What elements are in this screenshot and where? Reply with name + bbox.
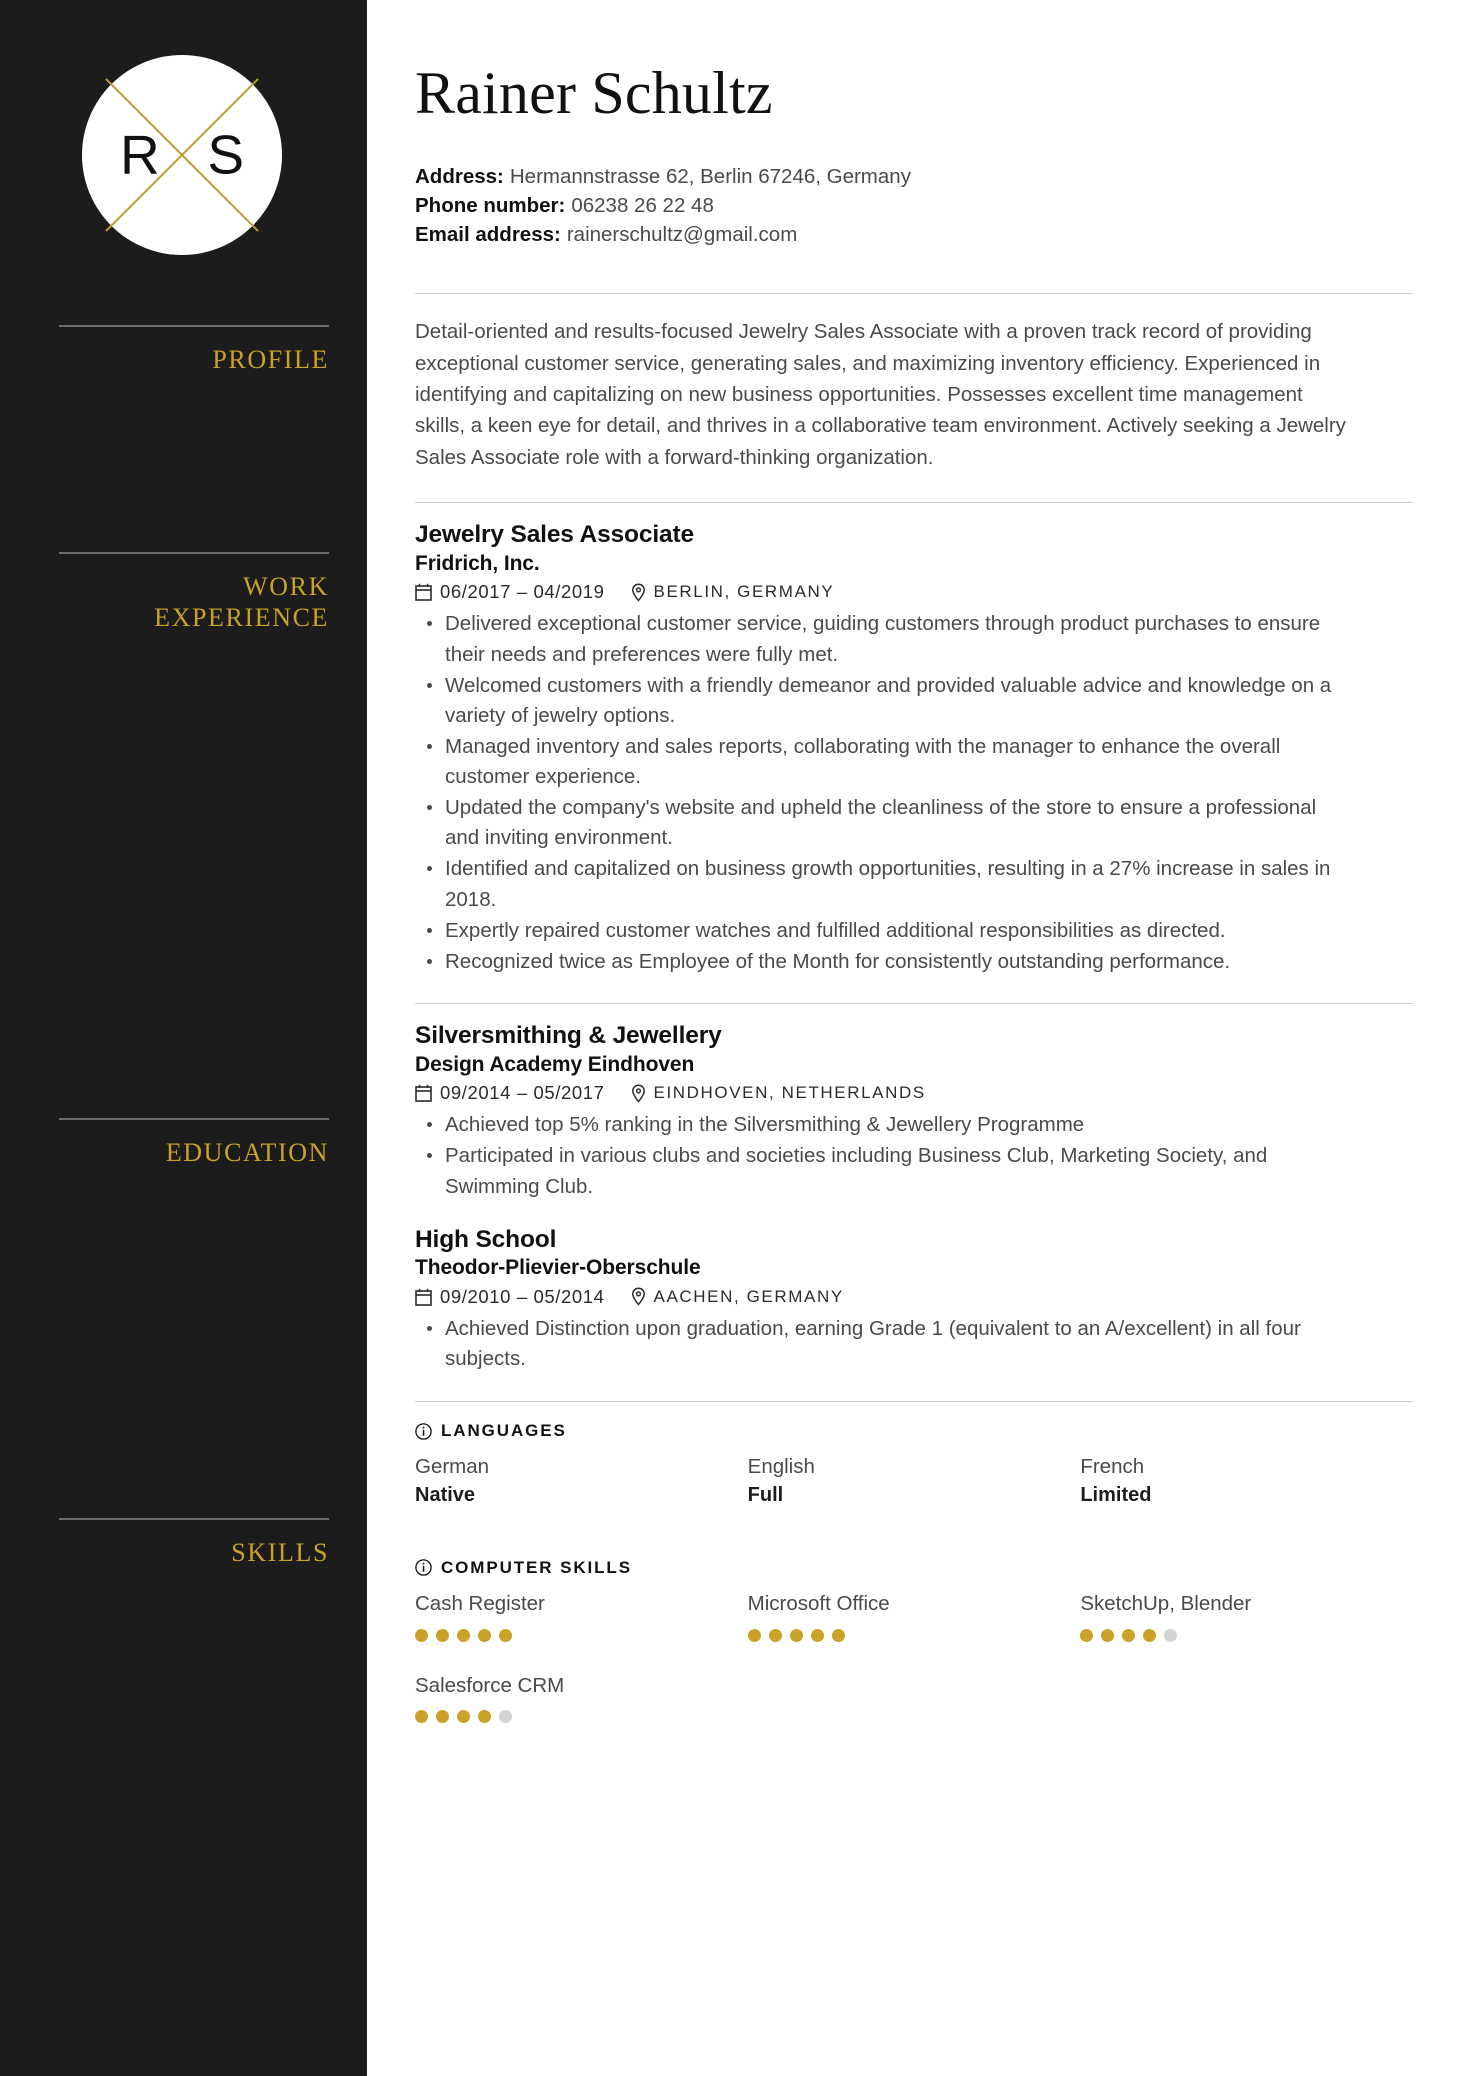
list-item: Welcomed customers with a friendly demeanor and provided valuable advice and knowledge on a variety of jewelry options.	[415, 671, 1345, 731]
sidebar-label-skills: SKILLS	[231, 1538, 329, 1567]
language-name: German	[415, 1455, 490, 1479]
education-dates: 09/2010 – 05/2014	[440, 1285, 605, 1307]
work-company: Fridrich, Inc.	[415, 551, 540, 575]
profile-summary: Detail-oriented and results-focused Jewelry Sales Associate with a proven track record of providing exceptional customer service, generating sales, and maximizing inventory efficiency. Experienced in identifying and capitalizing on new business opportunities. Possesses excellent time management skills, a keen eye for detail, and thrives in a collaborative team environment. Actively seeking a Jewelry Sales Associate role with a forward-thinking organization.	[415, 320, 1346, 469]
sidebar-divider	[59, 325, 329, 327]
language-level: Native	[415, 1483, 476, 1506]
skill-dot-filled	[1101, 1629, 1114, 1642]
skill-dot-filled	[1143, 1629, 1156, 1642]
languages-block	[415, 1421, 1413, 1509]
skill-dot-filled	[457, 1710, 470, 1723]
computer-skill-name: Microsoft Office	[747, 1591, 890, 1615]
work-bullet-list	[415, 609, 1413, 977]
sidebar-label-work: WORK	[243, 572, 329, 601]
skill-rating-dots	[415, 1629, 728, 1642]
skill-rating-dots	[415, 1710, 728, 1723]
logo-initial-right: S	[207, 123, 244, 186]
language-item	[415, 1453, 748, 1509]
skill-dot-filled	[457, 1629, 470, 1642]
contact-phone-value: 06238 26 22 48	[571, 194, 714, 218]
skill-dot-filled	[478, 1629, 491, 1642]
skill-dot-filled	[436, 1710, 449, 1723]
list-item: Updated the company's website and upheld the cleanliness of the store to ensure a professional and inviting environment.	[415, 793, 1345, 853]
education-bullet-list	[415, 1110, 1413, 1201]
section-divider-skills	[415, 1401, 1413, 1402]
contact-email	[415, 220, 1413, 249]
sidebar	[0, 0, 367, 2076]
list-item: Delivered exceptional customer service, guiding customers through product purchases to ensure their needs and preferences were fully met.	[415, 609, 1345, 669]
skill-dot-filled	[436, 1629, 449, 1642]
languages-heading-row	[415, 1421, 1413, 1441]
computer-skill-placeholder	[748, 1672, 1081, 1724]
education-school: Design Academy Eindhoven	[415, 1052, 695, 1076]
computer-skills-heading-row	[415, 1558, 1413, 1578]
sidebar-label-education: EDUCATION	[165, 1138, 329, 1167]
computer-skill-item	[415, 1672, 748, 1724]
computer-skill-item	[1080, 1590, 1413, 1642]
sidebar-section-work-experience	[59, 552, 329, 633]
list-item: Achieved Distinction upon graduation, earning Grade 1 (equivalent to an A/excellent) in all four subjects.	[415, 1314, 1345, 1374]
logo-circle	[82, 55, 282, 255]
list-item: Participated in various clubs and societies including Business Club, Marketing Society, and Swimming Club.	[415, 1141, 1345, 1201]
education-entry	[415, 1021, 1413, 1202]
contact-address-value: Hermannstrasse 62, Berlin 67246, Germany	[509, 165, 911, 188]
languages-grid	[415, 1453, 1413, 1509]
skill-dot-filled	[832, 1629, 845, 1642]
section-divider-education	[415, 1003, 1413, 1004]
language-level: Limited	[1080, 1483, 1152, 1506]
skill-dot-filled	[1122, 1629, 1135, 1642]
page-title: Rainer Schultz	[415, 60, 773, 126]
languages-heading: LANGUAGES	[441, 1421, 567, 1441]
education-meta-row	[415, 1082, 1413, 1104]
contact-phone-label: Phone number:	[415, 194, 566, 218]
skill-dot-filled	[499, 1629, 512, 1642]
language-item	[1080, 1453, 1413, 1509]
computer-skill-item	[415, 1590, 748, 1642]
computer-skill-name: Cash Register	[415, 1591, 545, 1615]
skill-dot-filled	[769, 1629, 782, 1642]
contact-address-label: Address:	[415, 165, 504, 188]
calendar-icon	[415, 1084, 432, 1102]
work-meta-row	[415, 581, 1413, 603]
list-item: Expertly repaired customer watches and fulfilled additional responsibilities as directed.	[415, 916, 1345, 946]
computer-skills-block	[415, 1558, 1413, 1723]
computer-skills-grid-row-2	[415, 1672, 1413, 1724]
work-location: BERLIN, GERMANY	[653, 582, 835, 602]
work-job-title: Jewelry Sales Associate	[415, 521, 694, 549]
education-school: Theodor-Plievier-Oberschule	[415, 1256, 701, 1280]
skill-dot-filled	[790, 1629, 803, 1642]
skill-dot-filled	[478, 1710, 491, 1723]
skill-rating-dots	[748, 1629, 1061, 1642]
location-pin-icon	[631, 583, 646, 602]
education-meta-row	[415, 1286, 1413, 1308]
sidebar-label-profile: PROFILE	[212, 345, 329, 374]
info-circle-icon	[415, 1559, 432, 1576]
sidebar-section-education	[59, 1118, 329, 1169]
contact-address	[415, 162, 1413, 191]
list-item: Recognized twice as Employee of the Month for consistently outstanding performance.	[415, 947, 1345, 977]
work-dates: 06/2017 – 04/2019	[440, 581, 605, 603]
computer-skill-name: Salesforce CRM	[415, 1673, 565, 1697]
language-item	[748, 1453, 1081, 1509]
section-divider-profile	[415, 293, 1413, 294]
education-bullet-list	[415, 1314, 1413, 1374]
list-item: Identified and capitalized on business growth opportunities, resulting in a 27% increase in sales in 2018.	[415, 854, 1345, 914]
work-entry	[415, 520, 1413, 977]
education-location: AACHEN, GERMANY	[653, 1286, 844, 1306]
location-pin-icon	[631, 1084, 646, 1103]
education-entry	[415, 1225, 1413, 1375]
info-circle-icon	[415, 1423, 432, 1440]
computer-skills-grid-row-1	[415, 1590, 1413, 1642]
contact-email-label: Email address:	[415, 223, 561, 247]
skill-dot-filled	[748, 1629, 761, 1642]
computer-skill-placeholder	[1080, 1672, 1413, 1724]
language-name: English	[747, 1455, 815, 1479]
contact-phone	[415, 191, 1413, 220]
sidebar-section-profile	[59, 325, 329, 376]
main-content	[367, 0, 1468, 2076]
list-item: Achieved top 5% ranking in the Silversmithing & Jewellery Programme	[415, 1110, 1345, 1140]
education-dates: 09/2014 – 05/2017	[440, 1082, 605, 1104]
sidebar-divider	[59, 552, 329, 554]
logo-initial-left: R	[120, 123, 160, 186]
language-level: Full	[747, 1483, 784, 1506]
sidebar-divider	[59, 1118, 329, 1120]
skill-dot-filled	[415, 1629, 428, 1642]
sidebar-label-experience: EXPERIENCE	[154, 602, 329, 632]
language-name: French	[1080, 1455, 1145, 1479]
calendar-icon	[415, 1288, 432, 1306]
skill-rating-dots	[1080, 1629, 1393, 1642]
education-program: High School	[415, 1225, 557, 1253]
skill-dot-filled	[1080, 1629, 1093, 1642]
skill-dot-filled	[415, 1710, 428, 1723]
computer-skill-item	[748, 1590, 1081, 1642]
skill-dot-empty	[499, 1710, 512, 1723]
contact-block	[415, 162, 1413, 249]
sidebar-section-skills	[59, 1518, 329, 1569]
location-pin-icon	[631, 1287, 646, 1306]
logo-x-icon	[82, 55, 282, 255]
monogram-logo	[82, 55, 282, 255]
list-item: Managed inventory and sales reports, collaborating with the manager to enhance the overall customer experience.	[415, 732, 1345, 792]
calendar-icon	[415, 583, 432, 601]
education-program: Silversmithing & Jewellery	[415, 1021, 722, 1049]
sidebar-divider	[59, 1518, 329, 1520]
computer-skills-heading: COMPUTER SKILLS	[441, 1557, 632, 1577]
skill-dot-empty	[1164, 1629, 1177, 1642]
section-divider-work	[415, 502, 1413, 503]
skill-dot-filled	[811, 1629, 824, 1642]
contact-email-value[interactable]: rainerschultz@gmail.com	[566, 223, 798, 247]
education-location: EINDHOVEN, NETHERLANDS	[653, 1083, 926, 1103]
computer-skill-name: SketchUp, Blender	[1080, 1591, 1252, 1615]
